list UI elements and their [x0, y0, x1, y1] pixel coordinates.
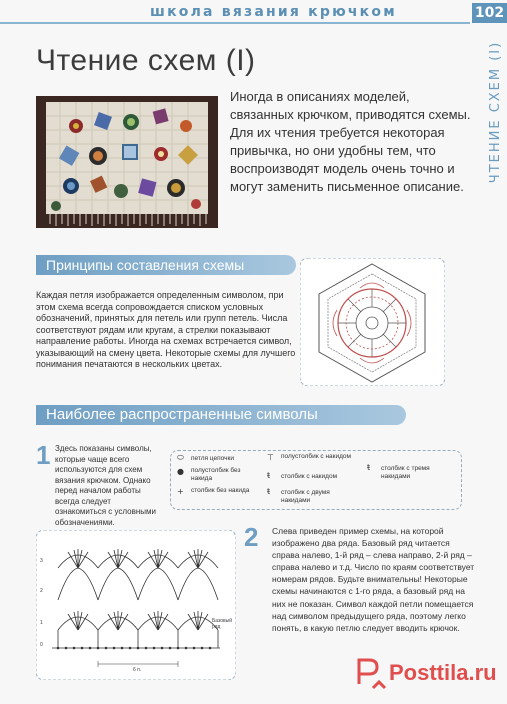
section-heading-principles: Принципы составления схемы [36, 255, 296, 275]
treble-crochet-icon: ŧ [267, 487, 271, 496]
intro-text: Иногда в описаниях моделей, связанных крючком, приводятся схемы. Для их чтения требуется некоторая привычка, но они удобны тем, что воспроизводят модель очень точно и могут заменить письменное описание. [230, 89, 471, 194]
hexagon-motif-diagram [300, 258, 445, 386]
step-number-2: 2 [244, 522, 259, 552]
header-rule [0, 22, 470, 24]
legend-label: столбик с накидом [281, 473, 338, 480]
side-title: ЧТЕНИЕ СХЕМ (I) [488, 40, 503, 184]
watermark-text: Posttila.ru [389, 660, 497, 685]
half-double-crochet-icon: ⊤ [267, 453, 274, 462]
page-title: Чтение схем (I) [36, 44, 256, 77]
principles-text: Каждая петля изображается определенным символом, при этом схема всегда сопровождается списком условных обозначений, принятых для петель или групп петель. Числа соответствуют рядам или кругам, а стрелки показывают направление работы. Иногда на схемах встречается символ, указывающий на смену цвета. Некоторые схемы для лучшего понимания печатаются в нескольких цветах. [36, 290, 296, 369]
header-title: школа вязания крючком [150, 4, 397, 20]
legend-label: петля цепочки [191, 455, 234, 462]
symbols-legend [170, 450, 462, 510]
row-label-1: 1 [40, 620, 43, 626]
page-number: 102 [472, 3, 507, 23]
legend-label: полустолбик без накида [191, 467, 241, 482]
base-row-label: Базовый ряд [212, 618, 233, 630]
row-label-0: 0 [40, 642, 43, 648]
row-label-3: 3 [40, 558, 43, 564]
legend-label: столбик с двумя накидами [281, 489, 330, 504]
chain-stitch-icon: ⬭ [177, 453, 184, 462]
section-heading-symbols: Наиболее распространенные символы [36, 405, 406, 425]
legend-label: полустолбик с накидом [281, 453, 351, 460]
legend-label: столбик с тремя накидами [381, 465, 430, 480]
double-crochet-icon: ŧ [267, 471, 271, 480]
crochet-blanket-photo [36, 96, 218, 228]
repeat-label: 6 п. [133, 667, 142, 673]
example-stitch-chart [36, 530, 236, 680]
step1-text: Здесь показаны символы, которые чаще всего используются для схем вязания крючком. Однако перед началом работы всегда следует ознакомиться с условными обозначениями. [55, 444, 157, 527]
row-label-2: 2 [40, 588, 43, 594]
step2-text: Слева приведен пример схемы, на которой изображено два ряда. Базовый ряд читается справа налево, 1-й ряд – слева направо, 2-й ряд – справа налево и т.д. Число по краям соответствует номерам рядов. Будьте внимательны! Некоторые схемы начинаются с 1-го ряда, а базовый ряд на них не показан. Символ каждой петли помещается над символом предыдущего ряда, поэтому легко понять, в какую петлю следует вводить крючок. [272, 526, 475, 633]
slip-stitch-icon: ● [177, 467, 184, 476]
legend-label: столбик без накида [191, 487, 250, 494]
double-treble-crochet-icon: ŧ [367, 463, 371, 472]
posttila-watermark [345, 640, 507, 700]
step-number-1: 1 [36, 440, 51, 470]
single-crochet-icon: + [177, 487, 184, 496]
